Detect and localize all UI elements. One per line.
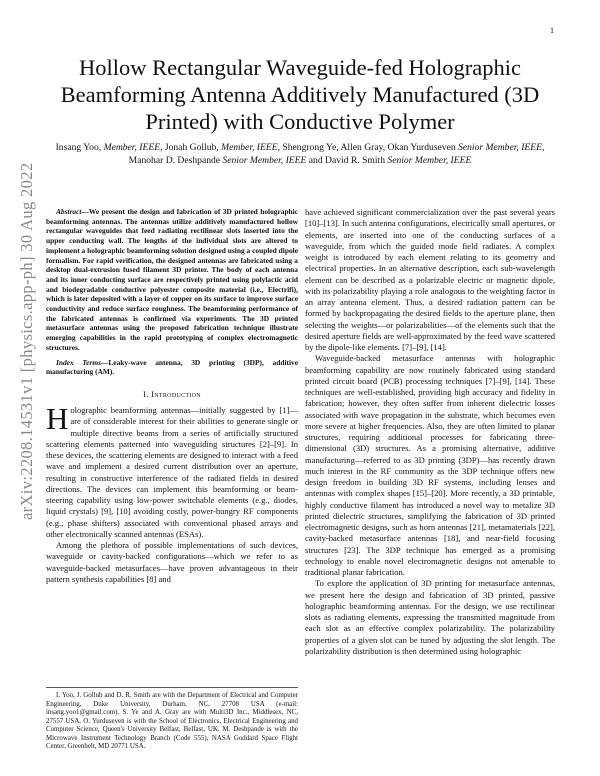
left-column: [46, 207, 298, 585]
author-list: [55, 142, 545, 167]
paper-title: Hollow Rectangular Waveguide-fed Holographic Beamforming Antenna Additively Manufactured (3D Printed) with Conductive Polymer: [60, 55, 540, 134]
right-column: [305, 207, 555, 657]
index-terms: [46, 358, 298, 377]
author-role: Member, IEEE: [103, 142, 161, 153]
right-paragraph-2: Waveguide-backed metasurface antennas with holographic beamforming capability are now routinely fabricated using standard printed circuit board (PCB) processing techniques [7]–[9], [14]. These techniques are well-established, providing high accuracy and fidelity in fabrication; however, they often suffer from inherent dielectric losses associated with wave propagation in the substrate, which becomes even more severe at higher frequencies. Also, they are often limited to planar structures, requiring additional processes for fabricating three-dimensional (3D) structures. As a promising alternative, additive manufacturing—referred to as 3D printing (3DP)—has recently drawn much interest in the RF community as the 3DP technique offers new design freedom in building 3D RF systems, including lenses and antennas with complex shapes [15]–[20]. More recently, a 3D printable, highly conductive filament has introduced a novel way to metalize 3D printed dielectric structures, simplifying the fabrication of 3D printed electromagnetic designs, such as horn antennas [21], metamaterials [22], cavity-backed metasurface antennas [18], and near-field focusing structures [23]. The 3DP technique has emerged as a promising technology to enable novel electromagnetic designs not amenable to traditional planar fabrication.: [305, 353, 555, 577]
author-role: Senior Member, IEEE: [458, 142, 542, 153]
drop-cap: H: [46, 401, 69, 437]
intro-paragraph-1: [46, 401, 298, 540]
arxiv-stamp[interactable]: arXiv:2208.14531v1 [physics.app-ph] 30 Aug 2022: [17, 162, 36, 520]
author-text: , Shengrong Ye, Allen Gray, Okan Yurduseven: [277, 142, 459, 153]
author-role: Member, IEEE: [221, 142, 278, 153]
page-number: 1: [550, 26, 554, 35]
author-text: , Jonah Gollub,: [160, 142, 222, 153]
section-heading: [46, 389, 298, 400]
section-numeral: I.: [143, 388, 152, 399]
intro-paragraph-1-text: olographic beamforming antennas—initially suggested by [1]—are of considerable interest for their abilities to generate single or multiple directive beams from a series of artificially structured scattering elements patterned into waveguiding structures [2]–[9]. In these devices, the scattering elements are designed to interact with a feed wave and implement a desired current distribution over an aperture, resulting in constructive interference of the radiated fields in desired directions. The devices can implement this beamforming or beam-steering capability using low-power switchable elements (e.g., diodes, liquid crystals) [9], [10] avoiding costly, power-hungry RF components (e.g., phase shifters) associated with conventional phased arrays and other electronically scanned antennas (ESAs).: [46, 405, 298, 539]
author-text: , Manohar D. Deshpande: [128, 142, 545, 166]
section-title: Introduction: [151, 388, 201, 399]
right-paragraph-1: have achieved significant commercialization over the past several years [10]–[13]. In such antenna configurations, electrically small apertures, or elements, are inserted into one of the conducting surfaces of a waveguide, from which the guided mode field radiates. A complex weight is introduced by each element relating to its geometry and electrical properties. In an alternative description, each sub-wavelength element can be described as a polarizable electric or magnetic dipole, with its polarizability playing a role analogous to the weighting factor in an array antenna element. Thus, a desired radiation pattern can be formed by backpropagating the desired fields to the aperture plane, then selecting the weights—or polarizabilities—of the elements such that the desired aperture fields are well-approximated by the feed wave scattered by the dipole-like elements. [7]–[9], [14].: [305, 207, 555, 352]
author-role: Senior Member, IEEE: [387, 154, 472, 166]
author-role: Senior Member, IEEE: [222, 154, 307, 166]
author-text: and David R. Smith: [306, 154, 388, 166]
intro-paragraph-2: Among the plethora of possible implementations of such devices, waveguide or cavity-backed configurations—which we refer to as waveguide-backed metasurfaces—have proven advantageous in their pattern synthesis capabilities [8] and: [46, 540, 298, 584]
right-paragraph-3: To explore the application of 3D printing for metasurface antennas, we present here the design and fabrication of 3D printed, passive holographic beamforming antennas. For the design, we use rectilinear slots as radiating elements, expressing the transmitted magnitude from each slot as an effective complex polarizability. The polarizability properties of a given slot can be tuned by adjusting the slot length. The polarizability distribution is then determined using holographic: [305, 578, 555, 656]
author-text: Insang Yoo,: [55, 142, 104, 153]
abstract-label: Abstract: [56, 207, 82, 216]
index-terms-text: —Leaky-wave antenna, 3D printing (3DP), additive manufacturing (AM).: [46, 357, 298, 377]
abstract: [46, 207, 298, 353]
abstract-text: —We present the design and fabrication of 3D printed holographic beamforming antennas. The antennas utilize additively manufactured hollow rectangular waveguides that feed radiating rectilinear slots inserted into the upper conducting wall. The lengths of the individual slots are altered to implement a holographic beamforming solution designed using a coupled dipole formalism. For rapid verification, the designed antennas are fabricated using a desktop dual-extrusion fused filament 3D printer. The body of each antenna and its inner conducting surface are respectively printed using polylactic acid and biodegradable conductive polyester composite material (i.e., Electrifi), which is later deposited with a layer of copper on its surface to improve surface conductivity and reduce surface roughness. The beamforming performance of the fabricated antennas is confirmed via experiments. The 3D printed metasurface antennas using the proposed fabrication technique illustrate emerging capabilities in the rapid prototyping of complex electromagnetic structures.: [46, 207, 298, 352]
index-terms-label: Index Terms: [56, 357, 101, 367]
footnote: I. Yoo, J. Gollub and D. R. Smith are with the Department of Electrical and Computer Engineering, Duke University, Durham, NC, 27708 USA (e-mail: insang.yoo1@gmail.com). S. Ye and A. Gray are with Multi3D Inc., Middlesex, NC, 27557 USA. O. Yurduseven is with the School of Electronics, Electrical Engineering and Computer Science, Queen's University Belfast, Belfast, UK. M. Deshpande is with the Microwave Instrument Technology Branch (Code 555), NASA Goddard Space Flight Center, Greenbelt, MD 20771 USA.: [46, 687, 298, 752]
